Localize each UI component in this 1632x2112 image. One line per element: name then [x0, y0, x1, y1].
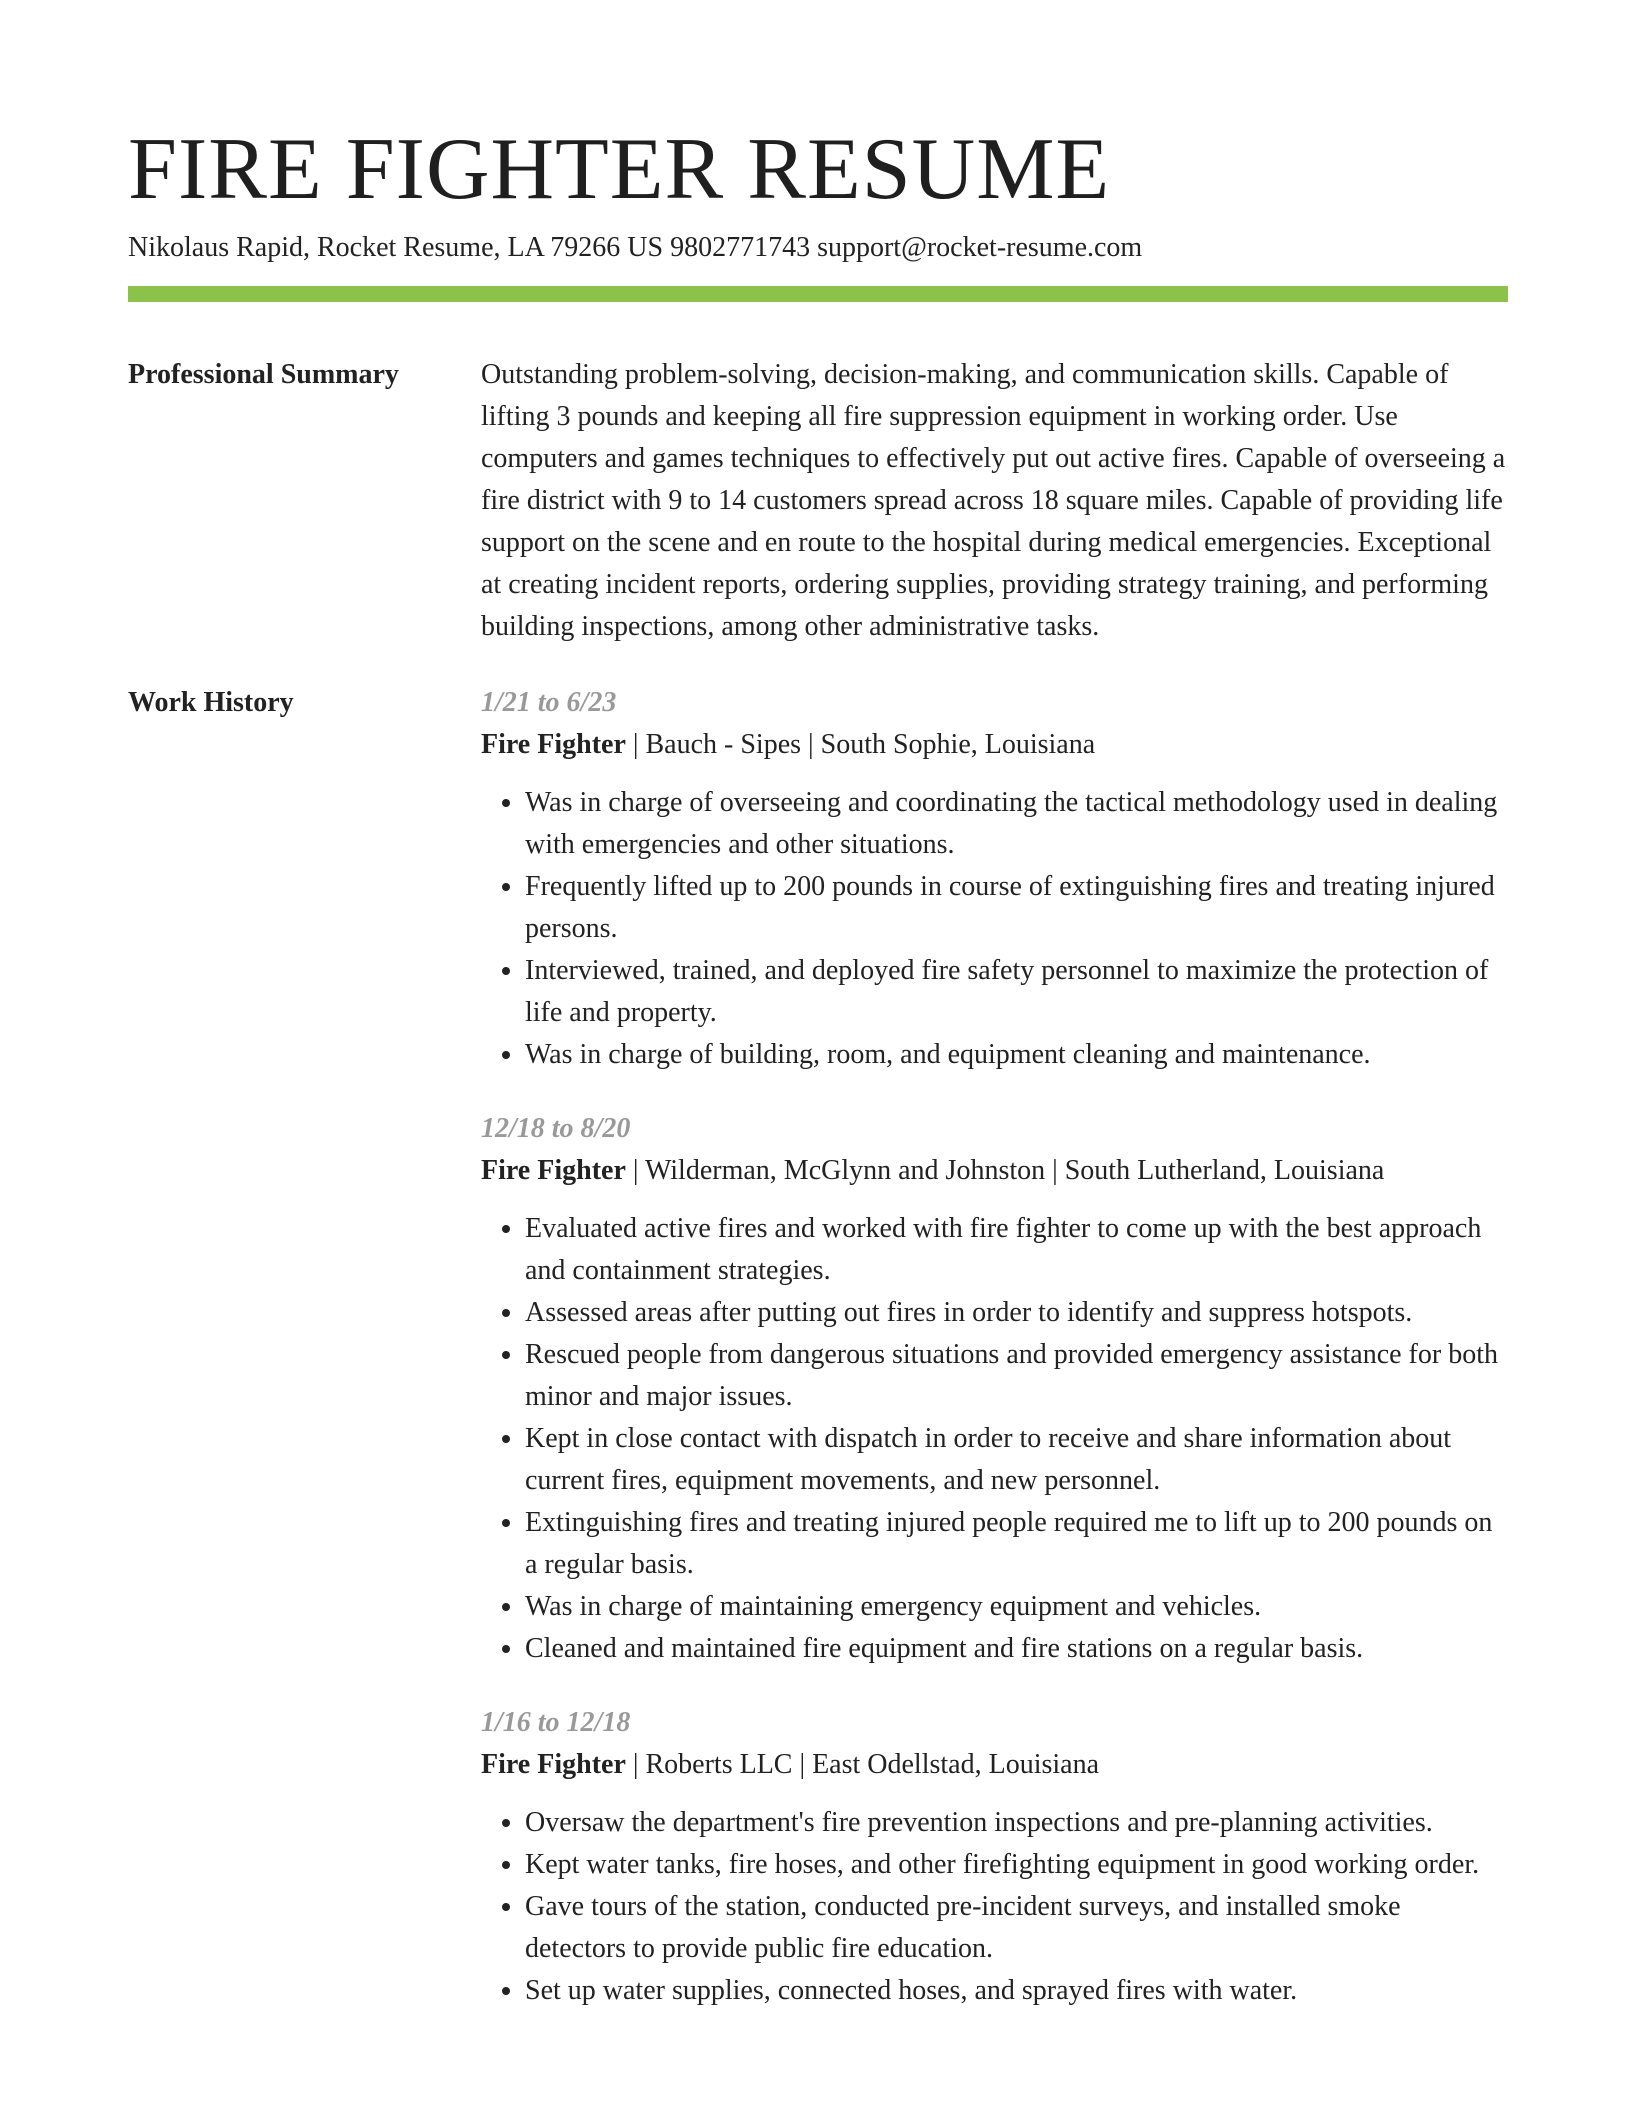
job-list — [481, 682, 1508, 2012]
resume-title: FIRE FIGHTER RESUME — [128, 121, 1111, 218]
job-entry — [481, 1108, 1508, 1670]
job-details: | Bauch - Sipes | South Sophie, Louisiana — [625, 729, 1096, 760]
job-bullet: • Frequently lifted up to 200 pounds in course of extinguishing fires and treating injured persons. — [525, 866, 1508, 950]
job-bullet: • Assessed areas after putting out fires in order to identify and suppress hotspots. — [525, 1292, 1508, 1334]
work-history-section — [128, 682, 1508, 2012]
section-label-work-history: Work History — [128, 687, 294, 718]
job-entry — [481, 1702, 1508, 2012]
job-details: | Roberts LLC | East Odellstad, Louisiana — [625, 1749, 1100, 1780]
job-bullet: • Gave tours of the station, conducted pre-incident surveys, and installed smoke detectors to provide public fire education. — [525, 1886, 1508, 1970]
job-dates: 1/16 to 12/18 — [481, 1707, 631, 1738]
job-bullets — [481, 1208, 1508, 1670]
job-details: | Wilderman, McGlynn and Johnston | South Lutherland, Louisiana — [625, 1155, 1385, 1186]
job-title: Fire Fighter — [481, 729, 626, 760]
professional-summary-section — [128, 354, 1508, 648]
job-bullets — [481, 1802, 1508, 2012]
resume-page — [128, 120, 1508, 2012]
job-bullet: • Kept water tanks, fire hoses, and other firefighting equipment in good working order. — [525, 1844, 1508, 1886]
job-entry — [481, 682, 1508, 1076]
job-title: Fire Fighter — [481, 1749, 626, 1780]
job-bullet: • Set up water supplies, connected hoses, and sprayed fires with water. — [525, 1970, 1508, 2012]
job-dates: 12/18 to 8/20 — [481, 1113, 631, 1144]
job-heading — [481, 1150, 1508, 1192]
job-dates: 1/21 to 6/23 — [481, 687, 617, 718]
job-bullet: • Oversaw the department's fire prevention inspections and pre-planning activities. — [525, 1802, 1508, 1844]
job-bullet: • Evaluated active fires and worked with fire fighter to come up with the best approach and containment strategies. — [525, 1208, 1508, 1292]
job-heading — [481, 724, 1508, 766]
job-title: Fire Fighter — [481, 1155, 626, 1186]
contact-line: Nikolaus Rapid, Rocket Resume, LA 79266 US 9802771743 support@rocket-resume.com — [128, 232, 1143, 263]
section-label-summary: Professional Summary — [128, 359, 399, 390]
job-bullet: • Was in charge of building, room, and equipment cleaning and maintenance. — [525, 1034, 1508, 1076]
job-bullet: • Kept in close contact with dispatch in order to receive and share information about current fires, equipment movements, and new personnel. — [525, 1418, 1508, 1502]
job-bullet: • Extinguishing fires and treating injured people required me to lift up to 200 pounds on a regular basis. — [525, 1502, 1508, 1586]
job-bullet: • Cleaned and maintained fire equipment and fire stations on a regular basis. — [525, 1628, 1508, 1670]
job-bullet: • Was in charge of overseeing and coordinating the tactical methodology used in dealing with emergencies and other situations. — [525, 782, 1508, 866]
job-bullets — [481, 782, 1508, 1076]
job-bullet: • Rescued people from dangerous situations and provided emergency assistance for both minor and major issues. — [525, 1334, 1508, 1418]
job-bullet: • Interviewed, trained, and deployed fire safety personnel to maximize the protection of life and property. — [525, 950, 1508, 1034]
job-heading — [481, 1744, 1508, 1786]
summary-text: Outstanding problem-solving, decision-making, and communication skills. Capable of lifting 3 pounds and keeping all fire suppression equipment in working order. Use computers and games techniques to effectively put out active fires. Capable of overseeing a fire district with 9 to 14 customers spread across 18 square miles. Capable of providing life support on the scene and en route to the hospital during medical emergencies. Exceptional at creating incident reports, ordering supplies, providing strategy training, and performing building inspections, among other administrative tasks. — [481, 359, 1506, 642]
job-bullet: • Was in charge of maintaining emergency equipment and vehicles. — [525, 1586, 1508, 1628]
header-divider — [128, 286, 1508, 302]
